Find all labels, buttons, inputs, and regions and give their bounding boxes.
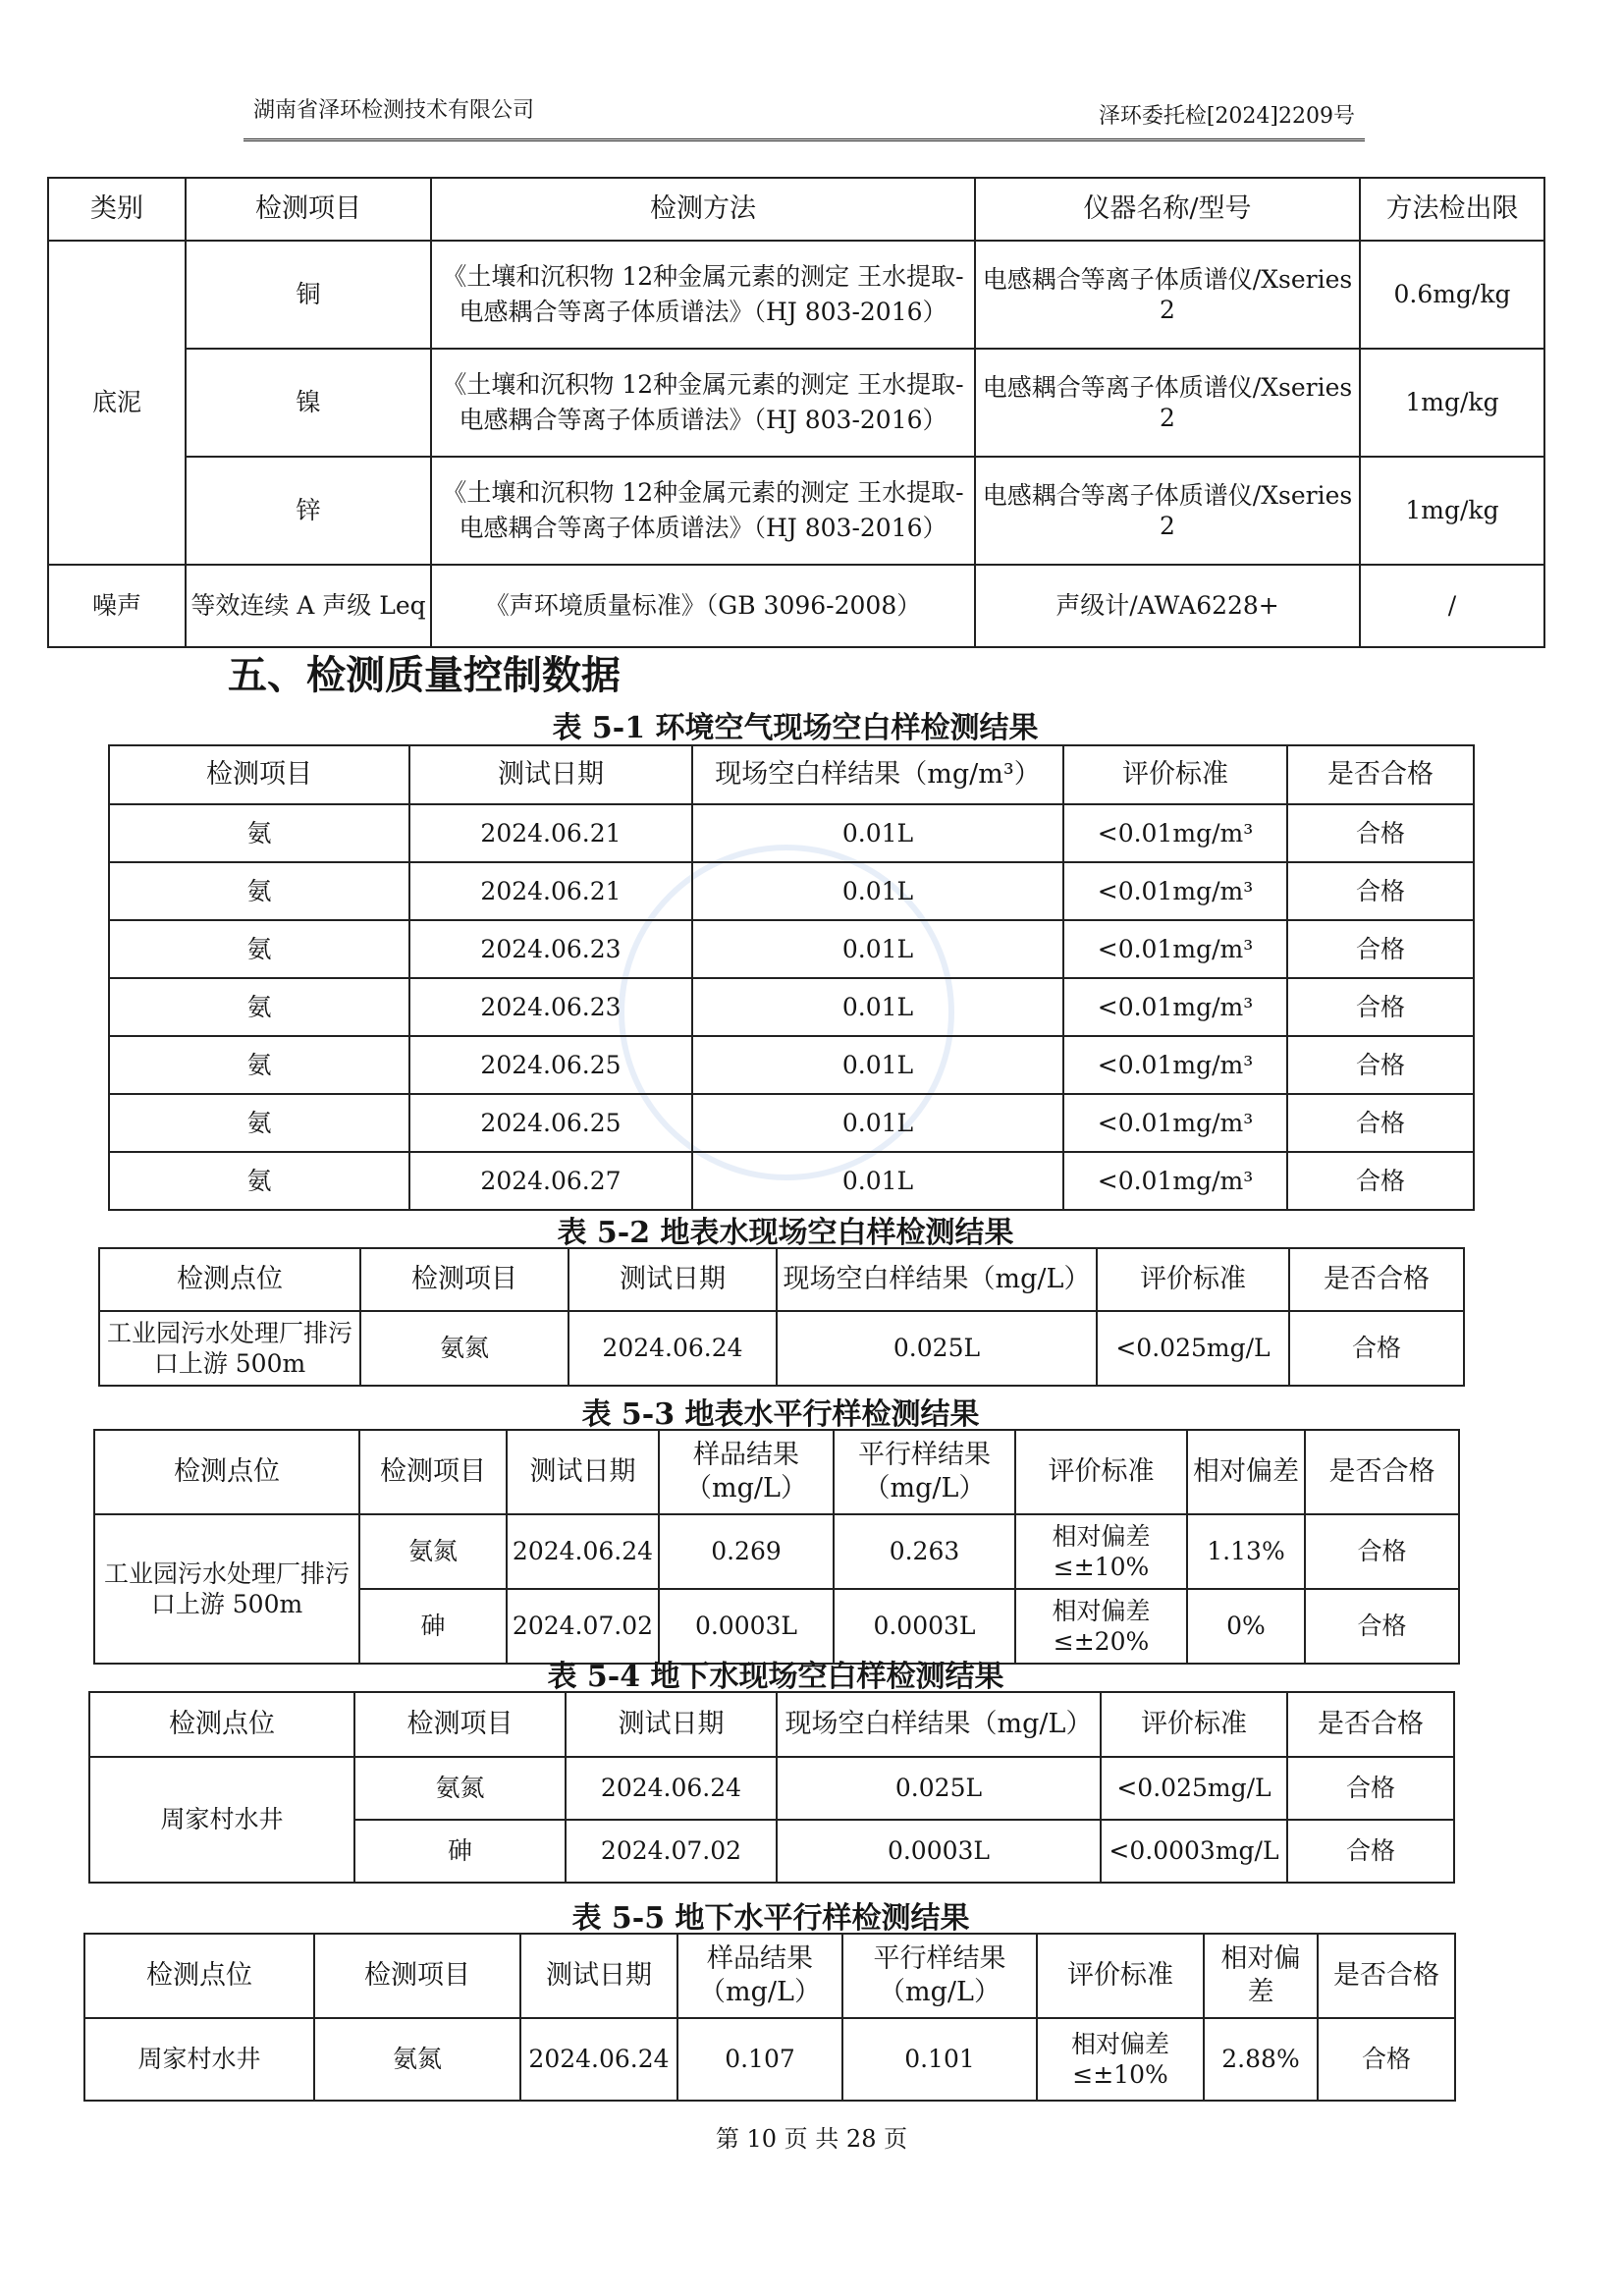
method-cell: 《土壤和沉积物 12种金属元素的测定 王水提取-电感耦合等离子体质谱法》（HJ 803-2016）: [431, 349, 975, 457]
col-site: 检测点位: [94, 1430, 359, 1514]
table-row: [48, 565, 1544, 647]
deviation-cell: 1.13%: [1187, 1514, 1305, 1589]
col-pass: 是否合格: [1287, 745, 1474, 804]
instrument-cell: 电感耦合等离子体质谱仪/Xseries 2: [975, 349, 1360, 457]
deviation-cell: 2.88%: [1204, 2018, 1318, 2101]
pass-cell: 合格: [1305, 1589, 1459, 1664]
col-sample-result: 样品结果（mg/L）: [659, 1430, 834, 1514]
col-pass: 是否合格: [1305, 1430, 1459, 1514]
item-cell: 铜: [186, 241, 431, 349]
col-blank-result: 现场空白样结果（mg/L）: [777, 1248, 1097, 1311]
site-cell: 工业园污水处理厂排污口上游 500m: [94, 1514, 359, 1664]
col-category: 类别: [48, 178, 186, 241]
report-number: 泽环委托检[2024]2209号: [1098, 104, 1355, 129]
col-pass: 是否合格: [1289, 1248, 1464, 1311]
item-cell: 氨: [109, 862, 409, 920]
result-cell: 0.01L: [692, 862, 1063, 920]
table-row: [94, 1514, 1459, 1589]
col-standard: 评价标准: [1097, 1248, 1289, 1311]
item-cell: 镍: [186, 349, 431, 457]
instrument-cell: 电感耦合等离子体质谱仪/Xseries 2: [975, 457, 1360, 565]
instrument-cell: 电感耦合等离子体质谱仪/Xseries 2: [975, 241, 1360, 349]
item-cell: 氨氮: [314, 2018, 520, 2101]
col-instrument: 仪器名称/型号: [975, 178, 1360, 241]
item-cell: 砷: [354, 1820, 566, 1883]
standard-cell: <0.01mg/m³: [1063, 920, 1287, 978]
table-5-1: [108, 744, 1475, 1211]
method-cell: 《土壤和沉积物 12种金属元素的测定 王水提取-电感耦合等离子体质谱法》（HJ 803-2016）: [431, 241, 975, 349]
table-5-4: [88, 1691, 1455, 1884]
pass-cell: 合格: [1287, 804, 1474, 862]
date-cell: 2024.06.23: [409, 920, 692, 978]
table-row: [109, 978, 1474, 1036]
item-cell: 氨: [109, 978, 409, 1036]
col-standard: 评价标准: [1015, 1430, 1187, 1514]
site-cell: 周家村水井: [89, 1757, 354, 1883]
col-parallel-result: 平行样结果（mg/L）: [834, 1430, 1015, 1514]
item-cell: 氨氮: [359, 1514, 507, 1589]
table-5-3: [93, 1429, 1460, 1665]
method-table-header: [48, 178, 1544, 241]
table-row: [109, 804, 1474, 862]
col-site: 检测点位: [99, 1248, 360, 1311]
limit-cell: /: [1360, 565, 1544, 647]
date-cell: 2024.07.02: [507, 1589, 659, 1664]
date-cell: 2024.06.24: [520, 2018, 677, 2101]
table-row: [84, 2018, 1455, 2101]
site-cell: 工业园污水处理厂排污口上游 500m: [99, 1311, 360, 1386]
date-cell: 2024.06.24: [507, 1514, 659, 1589]
table-row: [48, 349, 1544, 457]
pass-cell: 合格: [1287, 920, 1474, 978]
result-cell: 0.01L: [692, 804, 1063, 862]
date-cell: 2024.06.24: [566, 1757, 777, 1820]
pass-cell: 合格: [1318, 2018, 1455, 2101]
standard-cell: 相对偏差≤±10%: [1015, 1514, 1187, 1589]
section-title: 五、检测质量控制数据: [228, 653, 621, 698]
result-cell: 0.01L: [692, 1152, 1063, 1210]
col-parallel-result: 平行样结果（mg/L）: [842, 1934, 1037, 2018]
date-cell: 2024.06.25: [409, 1094, 692, 1152]
result-cell: 0.01L: [692, 1094, 1063, 1152]
col-item: 检测项目: [354, 1692, 566, 1757]
pass-cell: 合格: [1287, 1820, 1454, 1883]
table-header: [89, 1692, 1454, 1757]
deviation-cell: 0%: [1187, 1589, 1305, 1664]
item-cell: 氨: [109, 804, 409, 862]
site-cell: 周家村水井: [84, 2018, 314, 2101]
date-cell: 2024.07.02: [566, 1820, 777, 1883]
col-date: 测试日期: [566, 1692, 777, 1757]
item-cell: 锌: [186, 457, 431, 565]
table-row: [109, 1036, 1474, 1094]
col-item: 检测项目: [359, 1430, 507, 1514]
table-header: [94, 1430, 1459, 1514]
col-date: 测试日期: [409, 745, 692, 804]
item-cell: 氨: [109, 1152, 409, 1210]
table-5-3-title: 表 5-3 地表水平行样检测结果: [581, 1397, 980, 1432]
col-sample-result: 样品结果（mg/L）: [677, 1934, 842, 2018]
table-5-2: [98, 1247, 1465, 1387]
item-cell: 砷: [359, 1589, 507, 1664]
date-cell: 2024.06.25: [409, 1036, 692, 1094]
pass-cell: 合格: [1287, 1036, 1474, 1094]
table-row: [48, 457, 1544, 565]
item-cell: 等效连续 A 声级 Leq: [186, 565, 431, 647]
item-cell: 氨: [109, 920, 409, 978]
sample-cell: 0.0003L: [659, 1589, 834, 1664]
result-cell: 0.0003L: [777, 1820, 1101, 1883]
pass-cell: 合格: [1289, 1311, 1464, 1386]
parallel-cell: 0.263: [834, 1514, 1015, 1589]
limit-cell: 0.6mg/kg: [1360, 241, 1544, 349]
col-limit: 方法检出限: [1360, 178, 1544, 241]
pass-cell: 合格: [1287, 1152, 1474, 1210]
col-pass: 是否合格: [1287, 1692, 1454, 1757]
col-site: 检测点位: [89, 1692, 354, 1757]
page-header: [243, 91, 1365, 141]
result-cell: 0.01L: [692, 920, 1063, 978]
result-cell: 0.025L: [777, 1757, 1101, 1820]
table-row: [109, 862, 1474, 920]
table-header: [99, 1248, 1464, 1311]
col-pass: 是否合格: [1318, 1934, 1455, 2018]
pass-cell: 合格: [1287, 1757, 1454, 1820]
table-5-5-title: 表 5-5 地下水平行样检测结果: [571, 1901, 970, 1936]
table-header: [84, 1934, 1455, 2018]
table-row: [109, 1152, 1474, 1210]
date-cell: 2024.06.27: [409, 1152, 692, 1210]
pass-cell: 合格: [1305, 1514, 1459, 1589]
table-5-4-title: 表 5-4 地下水现场空白样检测结果: [547, 1660, 1004, 1694]
standard-cell: 相对偏差≤±20%: [1015, 1589, 1187, 1664]
table-header: [109, 745, 1474, 804]
col-standard: 评价标准: [1101, 1692, 1287, 1757]
result-cell: 0.01L: [692, 978, 1063, 1036]
standard-cell: <0.01mg/m³: [1063, 804, 1287, 862]
col-blank-result: 现场空白样结果（mg/m³）: [692, 745, 1063, 804]
company-name: 湖南省泽环检测技术有限公司: [253, 98, 535, 123]
col-method: 检测方法: [431, 178, 975, 241]
page-number: 第 10 页 共 28 页: [715, 2125, 908, 2153]
col-blank-result: 现场空白样结果（mg/L）: [777, 1692, 1101, 1757]
col-item: 检测项目: [314, 1934, 520, 2018]
date-cell: 2024.06.24: [568, 1311, 777, 1386]
standard-cell: <0.01mg/m³: [1063, 1094, 1287, 1152]
standard-cell: <0.01mg/m³: [1063, 978, 1287, 1036]
table-row: [109, 1094, 1474, 1152]
pass-cell: 合格: [1287, 862, 1474, 920]
col-item: 检测项目: [109, 745, 409, 804]
limit-cell: 1mg/kg: [1360, 457, 1544, 565]
col-standard: 评价标准: [1063, 745, 1287, 804]
category-sediment: 底泥: [48, 241, 186, 565]
limit-cell: 1mg/kg: [1360, 349, 1544, 457]
sample-cell: 0.107: [677, 2018, 842, 2101]
col-deviation: 相对偏差: [1187, 1430, 1305, 1514]
standard-cell: <0.025mg/L: [1097, 1311, 1289, 1386]
item-cell: 氨氮: [354, 1757, 566, 1820]
standard-cell: <0.01mg/m³: [1063, 862, 1287, 920]
standard-cell: 相对偏差≤±10%: [1037, 2018, 1204, 2101]
table-5-5: [83, 1933, 1456, 2102]
table-row: [109, 920, 1474, 978]
col-item: 检测项目: [186, 178, 431, 241]
date-cell: 2024.06.23: [409, 978, 692, 1036]
table-5-1-title: 表 5-1 环境空气现场空白样检测结果: [552, 711, 1039, 745]
col-date: 测试日期: [507, 1430, 659, 1514]
pass-cell: 合格: [1287, 1094, 1474, 1152]
instrument-cell: 声级计/AWA6228+: [975, 565, 1360, 647]
col-date: 测试日期: [520, 1934, 677, 2018]
date-cell: 2024.06.21: [409, 804, 692, 862]
standard-cell: <0.0003mg/L: [1101, 1820, 1287, 1883]
result-cell: 0.01L: [692, 1036, 1063, 1094]
method-table: [47, 177, 1545, 648]
sample-cell: 0.269: [659, 1514, 834, 1589]
standard-cell: <0.025mg/L: [1101, 1757, 1287, 1820]
method-cell: 《土壤和沉积物 12种金属元素的测定 王水提取-电感耦合等离子体质谱法》（HJ 803-2016）: [431, 457, 975, 565]
table-row: [48, 241, 1544, 349]
standard-cell: <0.01mg/m³: [1063, 1036, 1287, 1094]
col-item: 检测项目: [360, 1248, 568, 1311]
col-deviation: 相对偏差: [1204, 1934, 1318, 2018]
parallel-cell: 0.101: [842, 2018, 1037, 2101]
item-cell: 氨氮: [360, 1311, 568, 1386]
pass-cell: 合格: [1287, 978, 1474, 1036]
col-standard: 评价标准: [1037, 1934, 1204, 2018]
standard-cell: <0.01mg/m³: [1063, 1152, 1287, 1210]
category-noise: 噪声: [48, 565, 186, 647]
col-site: 检测点位: [84, 1934, 314, 2018]
result-cell: 0.025L: [777, 1311, 1097, 1386]
item-cell: 氨: [109, 1036, 409, 1094]
parallel-cell: 0.0003L: [834, 1589, 1015, 1664]
method-cell: 《声环境质量标准》（GB 3096-2008）: [431, 565, 975, 647]
table-row: [99, 1311, 1464, 1386]
table-row: [89, 1757, 1454, 1820]
date-cell: 2024.06.21: [409, 862, 692, 920]
col-date: 测试日期: [568, 1248, 777, 1311]
item-cell: 氨: [109, 1094, 409, 1152]
table-5-2-title: 表 5-2 地表水现场空白样检测结果: [557, 1216, 1014, 1250]
